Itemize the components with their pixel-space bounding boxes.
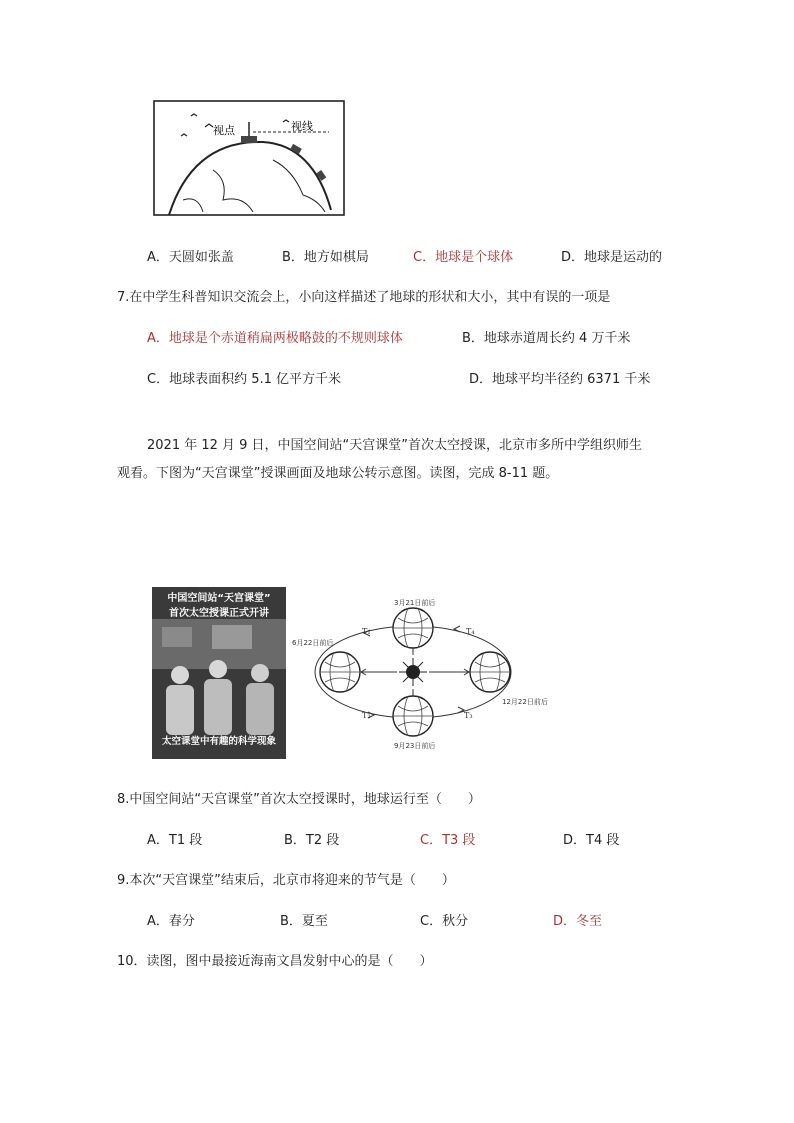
q6-option-d: D．地球是运动的 [561, 250, 663, 265]
photo-caption: 太空课堂中有趣的科学现象 [161, 736, 276, 747]
q7-option-c: C．地球表面积约 5.1 亿平方千米 [147, 372, 342, 387]
segment-t3: T₃ [464, 711, 473, 720]
q6-option-c: C．地球是个球体 [413, 250, 514, 265]
q9-option-d: D．冬至 [553, 914, 603, 929]
earth-orbit-diagram [290, 594, 550, 754]
q9-option-b: B．夏至 [280, 914, 328, 929]
date-jun22: 6月22日前后 [292, 639, 334, 647]
viewpoint-label: 视点 [213, 124, 235, 137]
passage-line2: 观看。下图为“天宫课堂”授课画面及地球公转示意图。读图，完成 8-11 题。 [117, 466, 559, 481]
segment-t4: T₄ [466, 627, 475, 636]
q10-stem: 10．读图，图中最接近海南文昌发射中心的是（ ） [117, 954, 433, 969]
q9-option-a: A．春分 [147, 914, 195, 929]
q7-option-a: A．地球是个赤道稍扁两极略鼓的不规则球体 [147, 331, 403, 346]
q6-option-a: A．天圆如张盖 [147, 250, 234, 265]
segment-t2: T₂ [362, 711, 371, 720]
q7-option-d: D．地球平均半径约 6371 千米 [469, 372, 651, 387]
q8-option-a: A．T1 段 [147, 833, 203, 848]
q8-stem: 8.中国空间站“天宫课堂”首次太空授课时，地球运行至（ ） [117, 792, 481, 807]
q7-option-b: B．地球赤道周长约 4 万千米 [462, 331, 631, 346]
photo-title-1: 中国空间站“天宫课堂” [167, 593, 271, 604]
date-sep23: 9月23日前后 [394, 742, 436, 750]
sightline-label: 视线 [291, 120, 313, 133]
passage-line1: 2021 年 12 月 9 日，中国空间站“天宫课堂”首次太空授课，北京市多所中学组织师生 [147, 438, 643, 453]
q9-stem: 9.本次“天宫课堂”结束后，北京市将迎来的节气是（ ） [117, 873, 455, 888]
q7-stem: 7.在中学生科普知识交流会上，小向这样描述了地球的形状和大小，其中有误的一项是 [117, 290, 611, 305]
q6-option-b: B．地方如棋局 [282, 250, 369, 265]
date-dec22: 12月22日前后 [502, 698, 548, 706]
date-mar21: 3月21日前后 [394, 599, 436, 607]
segment-t1: T₁ [362, 627, 371, 636]
q8-option-d: D．T4 段 [563, 833, 620, 848]
q9-option-c: C．秋分 [420, 914, 469, 929]
q8-option-b: B．T2 段 [284, 833, 340, 848]
tiangong-class-photo [152, 587, 286, 759]
photo-title-2: 首次太空授课正式开讲 [169, 608, 269, 619]
q8-option-c: C．T3 段 [420, 833, 476, 848]
earth-curvature-figure [153, 100, 345, 216]
